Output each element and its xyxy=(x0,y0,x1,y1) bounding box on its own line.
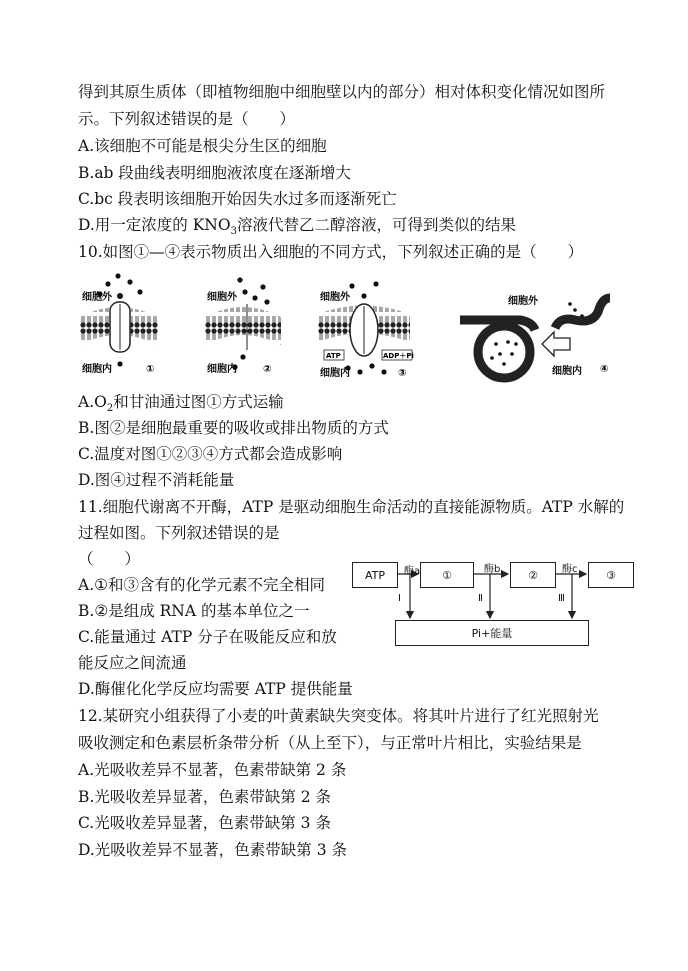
q9-option-d: D.用一定浓度的 $KNO_3$溶液代替乙二醇溶液，可得到类似的结果 xyxy=(78,216,516,238)
q12-stem-line1: 12.某研究小组获得了小麦的叶黄素缺失突变体。将其叶片进行了红光照射光 xyxy=(78,707,599,725)
q11-option-c-line1: C.能量通过 ATP 分子在吸能反应和放 xyxy=(78,628,337,646)
q11-stem-line3: （ ） xyxy=(78,550,141,568)
q10-option-c: C.温度对图①②③④方式都会造成影响 xyxy=(78,445,343,463)
q12-stem-line2: 吸收测定和色素层析条带分析（从上至下），与正常叶片相比，实验结果是 xyxy=(78,734,582,752)
flow-enzyme-b: 酶b xyxy=(484,564,501,575)
panel1-inside-label: 细胞内 xyxy=(82,364,112,375)
flow-roman-3: Ⅲ xyxy=(558,593,565,604)
q12-option-d: D.光吸收差异不显著，色素带缺第 3 条 xyxy=(78,841,348,859)
flow-pi-energy-box: Pi+能量 xyxy=(395,620,589,646)
q11-stem-line1: 11.细胞代谢离不开酶，ATP 是驱动细胞生命活动的直接能源物质。ATP 水解的 xyxy=(78,498,625,516)
q12-option-c: C.光吸收差异显著，色素带缺第 3 条 xyxy=(78,814,331,832)
q10-option-b: B.图②是细胞最重要的吸收或排出物质的方式 xyxy=(78,419,389,437)
q11-option-c-line2: 能反应之间流通 xyxy=(78,654,187,672)
q10-option-a: $A.O_2$和甘油通过图①方式运输 xyxy=(78,393,284,415)
atp-label: ATP xyxy=(326,352,341,360)
q9-option-a: A.该细胞不可能是根尖分生区的细胞 xyxy=(78,137,327,155)
q9-stem-line2: 示。下列叙述错误的是（ ） xyxy=(78,110,296,128)
panel3-inside-label: 细胞内 xyxy=(320,368,350,379)
q12-option-a: A.光吸收差异不显著，色素带缺第 2 条 xyxy=(78,761,347,779)
panel4-inside-label: 细胞内 xyxy=(552,366,582,377)
q9-stem-line1: 得到其原生质体（即植物细胞中细胞壁以内的部分）相对体积变化情况如图所 xyxy=(78,83,606,101)
q9-option-c: C.bc 段表明该细胞开始因失水过多而逐渐死亡 xyxy=(78,190,397,208)
q10-transport-figure xyxy=(80,272,610,390)
q10-option-d: D.图④过程不消耗能量 xyxy=(78,471,235,489)
panel1-number: ① xyxy=(146,364,155,375)
panel-2-free-diffusion xyxy=(205,277,281,375)
flow-atp-box: ATP xyxy=(352,562,398,588)
q11-option-d: D.酶催化化学反应均需要 ATP 提供能量 xyxy=(78,680,353,698)
flow-enzyme-c: 酶c xyxy=(562,564,578,575)
panel3-number: ③ xyxy=(398,368,407,379)
flow-box-2: ② xyxy=(510,562,556,588)
q11-option-a: A.①和③含有的化学元素不完全相同 xyxy=(78,576,326,594)
panel3-outside-label: 细胞外 xyxy=(320,292,350,303)
panel1-outside-label: 细胞外 xyxy=(82,292,112,303)
flow-box-1: ① xyxy=(420,562,474,588)
q11-stem-line2: 过程如图。下列叙述错误的是 xyxy=(78,524,280,542)
panel4-number: ④ xyxy=(600,364,609,375)
adp-label: ADP＋Pi xyxy=(383,352,414,360)
q10-stem: 10.如图①—④表示物质出入细胞的不同方式，下列叙述正确的是（ ） xyxy=(78,243,584,261)
q11-option-b: B.②是组成 RNA 的基本单位之一 xyxy=(78,602,310,620)
flow-roman-2: Ⅱ xyxy=(478,593,483,604)
panel2-number: ② xyxy=(263,364,272,375)
q9-option-b: B.ab 段曲线表明细胞液浓度在逐渐增大 xyxy=(78,164,351,182)
panel-3-active-transport xyxy=(318,281,414,379)
flow-box-3: ③ xyxy=(588,562,634,588)
panel-4-endocytosis xyxy=(460,294,610,378)
panel2-outside-label: 细胞外 xyxy=(207,292,237,303)
panel2-inside-label: 细胞内 xyxy=(207,364,237,375)
flow-roman-1: Ⅰ xyxy=(398,593,401,604)
q12-option-b: B.光吸收差异显著，色素带缺第 2 条 xyxy=(78,788,332,806)
panel-1-carrier-diffusion xyxy=(80,273,158,375)
panel4-outside-label: 细胞外 xyxy=(508,296,538,307)
flow-enzyme-a: 酶a xyxy=(404,566,421,577)
